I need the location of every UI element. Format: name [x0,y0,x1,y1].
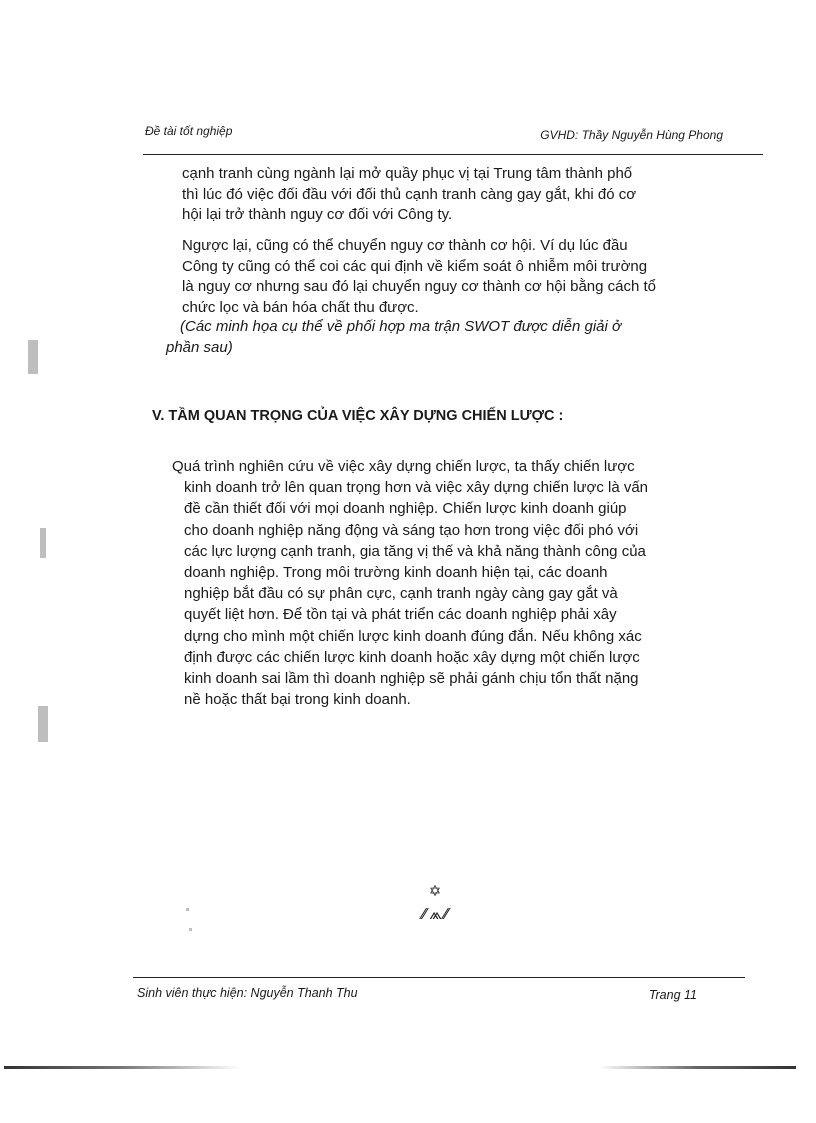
text-line: quyết liệt hơn. Để tồn tại và phát triển các doanh nghiệp phải xây [184,606,617,624]
paragraph-swot-note [166,317,778,358]
text-line: nề hoặc thất bại trong kinh doanh. [184,691,411,709]
star-ornament-icon: ✡ [428,883,442,900]
page-number: Trang 11 [648,988,697,1002]
text-line: đề cần thiết đối với mọi doanh nghiệp. Chiến lược kinh doanh giúp [184,500,627,518]
text-line: (Các minh họa cụ thể về phối hợp ma trận SWOT được diễn giải ở [180,318,622,335]
scan-speck [189,928,192,931]
flourish-ornament-icon: ⁄⁄ ⩕ ⁄⁄ [422,906,448,923]
text-line: phần sau) [166,338,233,356]
page-footer [133,977,745,1008]
header-thesis-label: Đề tài tốt nghiệp [145,124,233,138]
scan-speck [40,528,46,558]
text-line: định được các chiến lược kinh doanh hoặc xây dựng một chiến lược [184,648,640,666]
text-line: là nguy cơ nhưng sau đó lại chuyển nguy cơ thành cơ hội bằng cách tổ [182,278,657,295]
scan-edge-mark [598,1066,796,1069]
text-line: nghiệp bắt đầu có sự phân cực, cạnh tranh ngày càng gay gắt và [184,585,618,603]
header-advisor: GVHD: Thầy Nguyễn Hùng Phong [540,128,723,142]
scan-edge-mark [4,1066,240,1069]
text-line: kinh doanh sai lầm thì doanh nghiệp sẽ phải gánh chịu tổn thất nặng [184,670,639,688]
paragraph-opportunity-example [182,236,778,318]
text-line: các lực lượng cạnh tranh, gia tăng vị thế và khả năng thành công của [184,542,646,560]
text-line: cạnh tranh cùng ngành lại mở quầy phục vị tại Trung tâm thành phố [182,165,633,182]
text-line: kinh doanh trở lên quan trọng hơn và việc xây dựng chiến lược là vấn [184,479,649,497]
paragraph-threat-example [182,164,778,226]
text-line: Công ty cũng có thể coi các qui định về kiểm soát ô nhiễm môi trường [182,257,648,275]
text-line: chức lọc và bán hóa chất thu được. [182,298,419,316]
scan-speck [28,340,38,374]
text-line: Quá trình nghiên cứu về việc xây dựng chiến lược, ta thấy chiến lược [172,458,635,475]
text-line: thì lúc đó việc đối đầu với đối thủ cạnh tranh càng gay gắt, khi đó cơ [182,185,637,203]
text-line: dựng cho mình một chiến lược kinh doanh đúng đắn. Nếu không xác [184,627,642,645]
text-line: cho doanh nghiệp năng động và sáng tạo hơn trong việc đối phó với [184,521,639,539]
section-heading: V. TẦM QUAN TRỌNG CỦA VIỆC XÂY DỰNG CHIẾN LƯỢC : [152,408,564,424]
text-line: Ngược lại, cũng có thể chuyển nguy cơ thành cơ hội. Ví dụ lúc đầu [182,237,628,254]
scan-speck [186,908,189,911]
scan-speck [38,706,48,742]
text-line: hội lại trở thành nguy cơ đối với Công ty. [182,206,453,223]
text-line: doanh nghiệp. Trong môi trường kinh doanh hiện tại, các doanh [184,564,608,582]
page-header [143,120,763,155]
footer-author: Sinh viên thực hiện: Nguyễn Thanh Thu [137,986,358,1000]
paragraph-strategy-importance [172,456,780,710]
